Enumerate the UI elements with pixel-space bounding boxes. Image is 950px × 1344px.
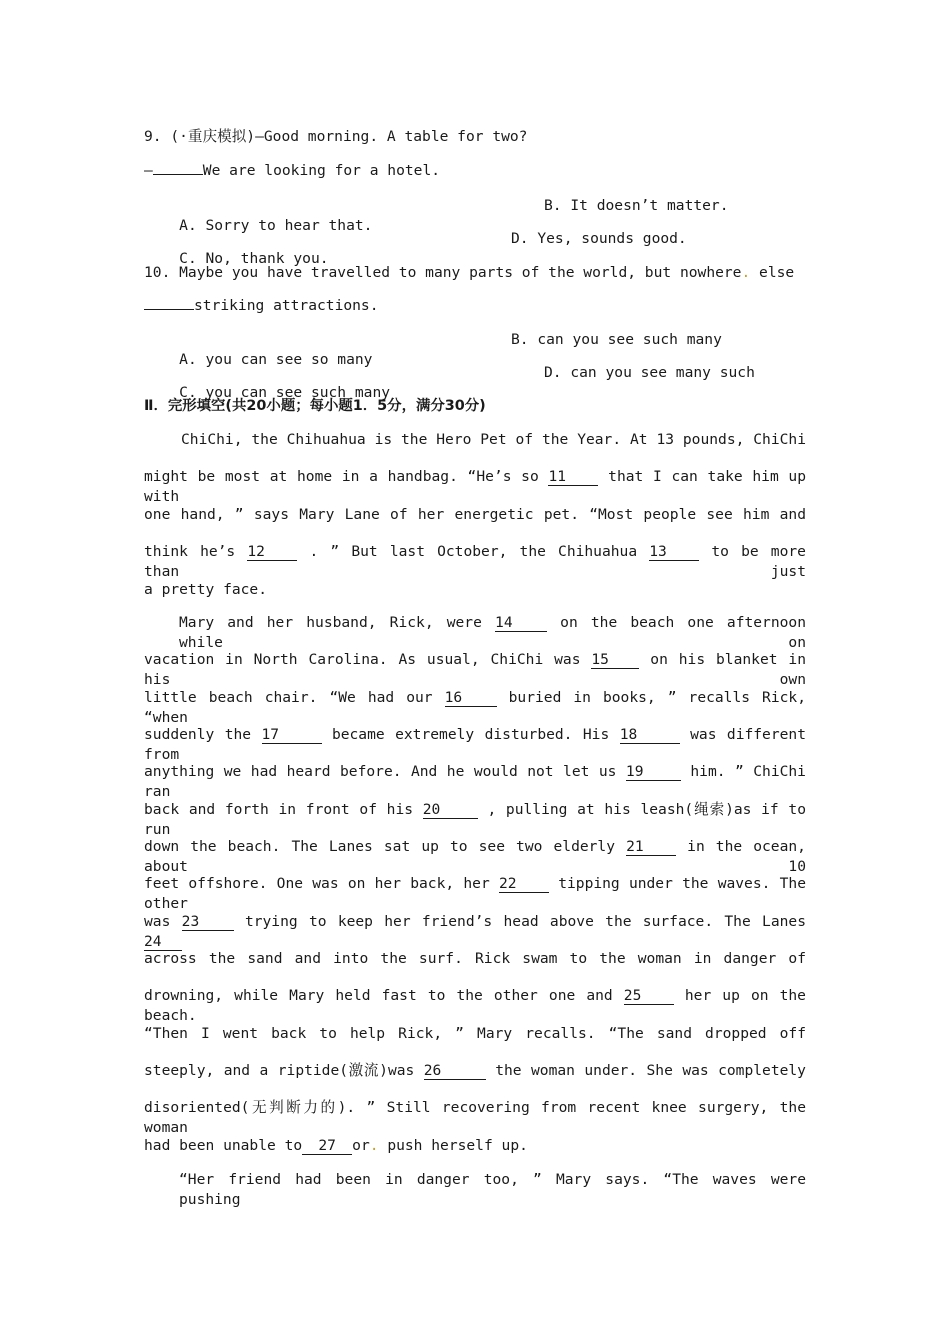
text-span: steeply, and a riptide(激流)was [144,1062,415,1079]
q10-stem-part2: striking attractions. [194,297,379,314]
text-span: or [352,1137,370,1154]
text-span: anything we had heard before. And he would not let us [144,763,617,780]
q9-option-c: C. No, thank you. [179,250,329,267]
blank-15: 15 [591,651,639,669]
passage-line-14 [144,912,806,952]
q10-stem-line1 [144,263,806,283]
text-span: was different from [144,726,806,763]
text-span: feet offshore. One was on her back, her [144,875,490,892]
passage-line-13 [144,874,806,914]
text-span: in the ocean, about 10 [144,838,806,875]
text-span: that I can take him up with [144,468,807,505]
text-span: had been unable to [144,1137,303,1154]
q9-answer-blank [153,174,203,175]
text-span: down the beach. The Lanes sat up to see two elderly [144,838,615,855]
text-span: on the beach one afternoon while on [179,614,806,651]
passage-line-19: disoriented(无判断力的). ” Still recovering from recent knee surgery, the woman [144,1099,806,1136]
passage-line-16 [144,986,806,1026]
passage-line-21: “Her friend had been in danger too, ” Mary says. “The waves were pushing [179,1171,806,1208]
blank-11: 11 [548,468,598,486]
text-span: to be more than just [144,543,806,580]
blank-18: 18 [620,726,680,744]
passage-line-4 [144,542,806,582]
blank-25: 25 [624,987,674,1005]
dot-mark: . [741,264,751,281]
dot-mark: . [369,1137,379,1154]
passage-line-12 [144,837,806,877]
passage-line-7 [144,650,806,690]
text-span: on his blanket in his own [144,651,806,688]
passage-line-15: across the sand and into the surf. Rick swam to the woman in danger of [144,950,806,967]
text-span: vacation in North Carolina. As usual, ChiChi was [144,651,581,668]
text-span: . ” But last October, the Chihuahua [309,543,638,560]
blank-22: 22 [499,875,549,893]
passage-line-8 [144,688,806,728]
text-span: little beach chair. “We had our [144,689,433,706]
q9-reply-text: We are looking for a hotel. [202,162,441,179]
q9-option-b: B. It doesn’t matter. [544,197,729,214]
text-span: tipping under the waves. The other [144,875,806,912]
text-span: suddenly the [144,726,252,743]
passage-line-17: “Then I went back to help Rick, ” Mary recalls. “The sand dropped off [144,1025,806,1042]
passage-line-2 [144,467,806,507]
text-span: the woman under. She was completely [495,1062,806,1079]
text-span: , pulling at his leash(绳索)as if to run [144,801,806,838]
blank-14: 14 [495,614,547,632]
blank-17: 17 [262,726,322,744]
q10-stem-part1b: else [750,264,795,281]
q9-option-d: D. Yes, sounds good. [511,230,687,247]
q9-stem: 9. (·重庆模拟)—Good morning. A table for two? [144,128,528,145]
q9-reply-dash: — [144,162,153,179]
passage-line-6 [179,613,806,653]
blank-13: 13 [649,543,699,561]
q10-answer-blank [144,309,194,310]
text-span: became extremely disturbed. His [331,726,610,743]
text-span: buried in books, ” recalls Rick, “when [144,689,806,726]
passage-line-11 [144,800,806,840]
text-span: push herself up. [378,1137,528,1154]
passage-line-18 [144,1061,806,1081]
q10-stem-part1: 10. Maybe you have travelled to many parts of the world, but nowhere [144,264,742,281]
blank-27: 27 [302,1137,352,1155]
q10-option-a: A. you can see so many [179,351,373,368]
text-span: Mary and her husband, Rick, were [179,614,482,631]
text-span: trying to keep her friend’s head above the surface. The Lanes [244,913,806,930]
passage-line-3: one hand, ” says Mary Lane of her energetic pet. “Most people see him and [144,506,806,523]
blank-21: 21 [626,838,676,856]
blank-24: 24 [144,933,182,951]
q9-option-a: A. Sorry to hear that. [179,217,373,234]
passage-line-5: a pretty face. [144,581,268,598]
text-span: him. ” ChiChi ran [144,763,806,800]
blank-20: 20 [423,801,478,819]
blank-16: 16 [445,689,497,707]
q10-option-d: D. can you see many such [544,364,755,381]
q10-option-c: C. you can see such many [179,384,391,401]
passage-line-9 [144,725,806,765]
q10-stem-line2 [144,296,806,316]
blank-26: 26 [424,1062,486,1080]
blank-19: 19 [626,763,681,781]
text-span: was [144,913,171,930]
blank-23: 23 [182,913,234,931]
passage-line-10 [144,762,806,802]
text-span: her up on the beach. [144,987,806,1024]
q9-reply [144,161,806,181]
text-span: back and forth in front of his [144,801,414,818]
text-span: think he’s [144,543,236,560]
section-heading: Ⅱ．完形填空(共20小题；每小题1．5分，满分30分) [144,398,486,414]
text-span: might be most at home in a handbag. “He’s so [144,468,539,485]
passage-line-20 [144,1136,806,1156]
q10-option-b: B. can you see such many [511,331,722,348]
passage-line-1: ChiChi, the Chihuahua is the Hero Pet of the Year. At 13 pounds, ChiChi [181,431,806,448]
text-span: drowning, while Mary held fast to the other one and [144,987,613,1004]
blank-12: 12 [247,543,297,561]
